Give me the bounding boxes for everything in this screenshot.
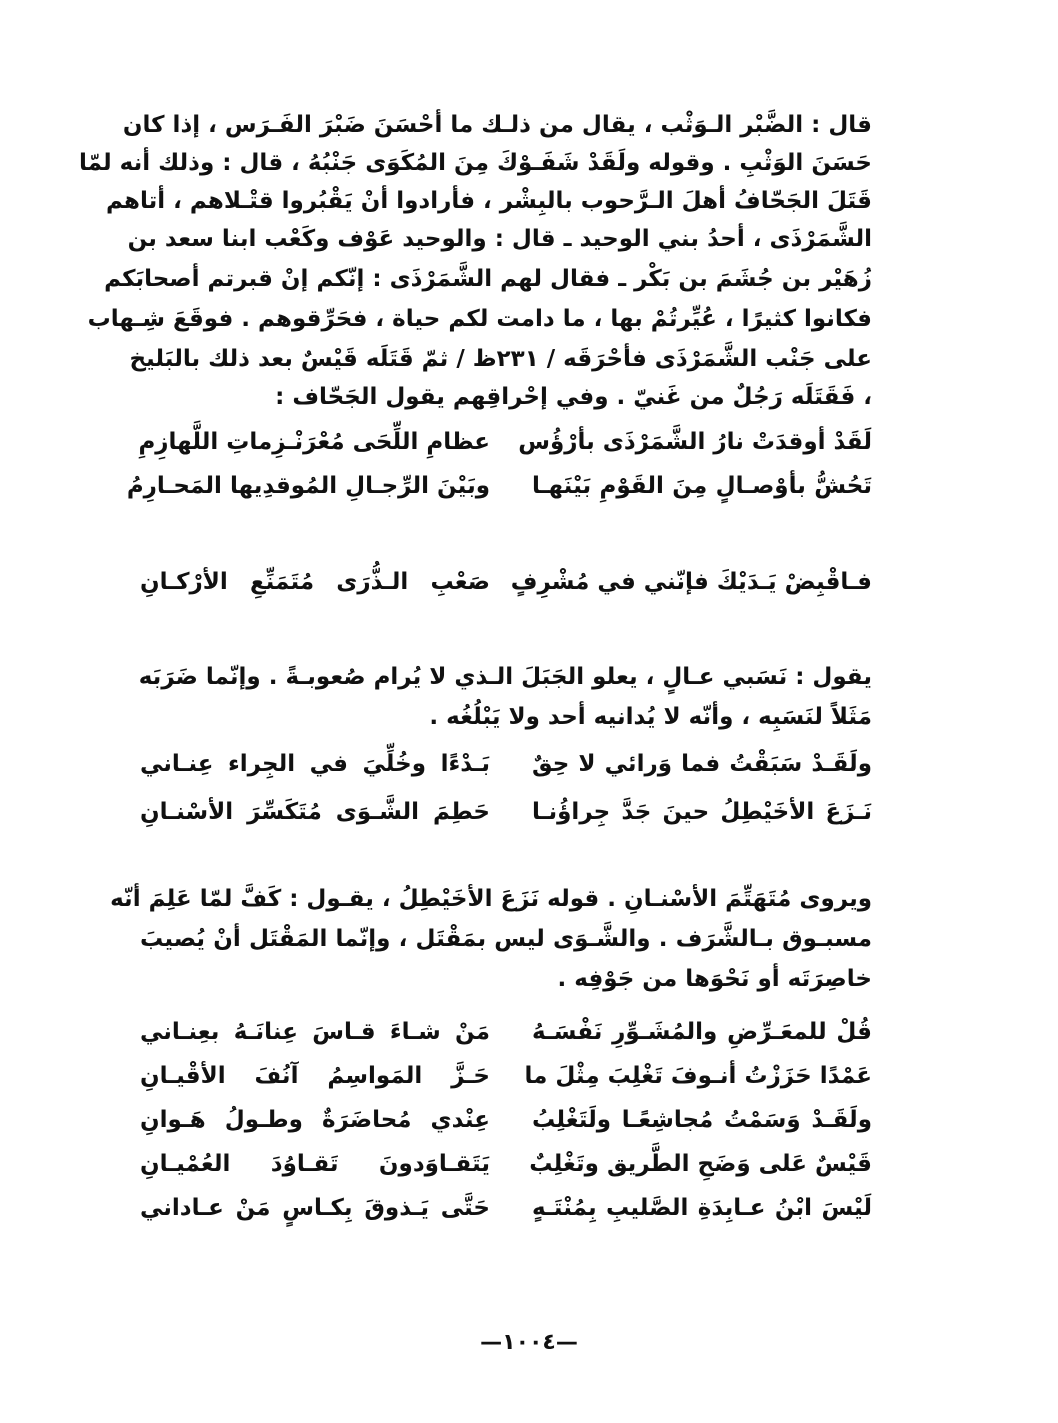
prose-line: على جَنْب الشَّمَرْذَى فأحْرَقَه / ٢٣١ظ / ثمّ قَتَلَه قَيْسٌ بعد ذلك بالبَليخ xyxy=(129,346,872,372)
second-hemistich: عظامِ اللِّحَى مُعْرَنْـزِماتِ اللَّهازِمِ xyxy=(138,429,490,455)
prose-line: زُهَيْر بن جُشَمَ بن بَكْر ـ فقال لهم الشَّمَرْذَى : إنّكم إنْ قبرتم أصحابَكم xyxy=(104,266,872,292)
first-hemistich: عَمْدًا حَزَزْتُ أنـوفَ تَغْلِبَ مِثْلَ ما xyxy=(524,1063,872,1089)
second-hemistich: بَـدْءًا وخُلِّيَ في الجِراء عِنـاني xyxy=(140,751,490,777)
second-hemistich: يَتَقـاوَدونَ تَقـاوُدَ العُمْيـانِ xyxy=(140,1151,490,1177)
first-hemistich: تَحُشُّ بأوْصـالٍ مِنَ القَوْمِ بَيْنَهـا xyxy=(532,473,872,499)
prose-line: فكانوا كثيرًا ، عُيِّرتُمْ بها ، ما دامت لكم حياة ، فحَرِّقوهم . فوقَعَ شِـهاب xyxy=(87,306,872,332)
first-hemistich: لَيْسَ ابْنُ عـابِدَةِ الصَّليبِ بِمُنْتَـهٍ xyxy=(532,1195,872,1221)
second-hemistich: حَتَّى يَـذوقَ بِكـاسٍ مَنْ عـاداني xyxy=(140,1195,490,1221)
verse-line xyxy=(140,744,872,784)
prose-line: ويروى مُتَهَتِّمَ الأسْنـانِ . قوله نَزَعَ الأخَيْطِلُ ، يقـول : كَفَّ لمّا عَلِمَ أنّه xyxy=(110,886,872,912)
verse-line xyxy=(140,422,872,462)
first-hemistich: فـاقْبِضْ يَـدَيْكَ فإنّني في مُشْرِفٍ xyxy=(510,569,872,595)
second-hemistich: وبَيْنَ الرِّجـالِ المُوقدِيها المَحـارِمُ xyxy=(126,473,490,499)
verse-line xyxy=(140,1188,872,1228)
first-hemistich: ولَقَـدْ وَسَمْتُ مُجاشِعًـا ولَتَغْلِبُ xyxy=(532,1107,872,1133)
prose-line: مَثَلاً لنَسَبِه ، وأنّه لا يُدانيه أحد ولا يَبْلُغُه . xyxy=(429,704,872,730)
first-hemistich: نَـزَعَ الأخَيْطِلُ حينَ جَدَّ جِراؤُنـا xyxy=(532,799,872,825)
verse-line xyxy=(140,1056,872,1096)
verse-line xyxy=(140,792,872,832)
prose-line: خاصِرَتَه أو نَحْوَها من جَوْفِه . xyxy=(557,966,872,992)
page-number: —١٠٠٤— xyxy=(480,1330,578,1355)
prose-line: مسبـوق بـالشَّرَف . والشَّـوَى ليس بمَقْتَل ، وإنّما المَقْتَل أنْ يُصيبَ xyxy=(140,926,872,952)
verse-line xyxy=(140,1012,872,1052)
verse-line xyxy=(126,466,872,506)
prose-line: قَتَلَ الجَحّافُ أهلَ الـرَّحوب بالبِشْر ، فأرادوا أنْ يَقْبُروا قتْـلاهم ، أتاهم xyxy=(105,188,872,214)
verse-line xyxy=(140,1144,872,1184)
prose-line: حَسَنَ الوَثْبِ . وقوله ولَقَدْ شَفَـوْكَ مِنَ المُكَوَى جَنْبُهُ ، قال : وذلك أنه لمّا xyxy=(78,150,872,176)
second-hemistich: حَـزَّ المَواسِمُ آنُفَ الأقْيـانِ xyxy=(140,1063,490,1089)
second-hemistich: عِنْدي مُحاضَرَةٌ وطـولُ هَـوانِ xyxy=(140,1107,490,1133)
verse-line xyxy=(140,1100,872,1140)
second-hemistich: مَنْ شـاءَ قـاسَ عِنانَـهُ بعِنـاني xyxy=(140,1019,490,1045)
first-hemistich: لَقَدْ أوقدَتْ نارُ الشَّمَرْذَى بأرْؤُس xyxy=(518,429,872,455)
prose-line: ، فَقَتَلَه رَجُلٌ من غَنيّ . وفي إحْراقِهم يقول الجَحّاف : xyxy=(275,384,872,410)
prose-line: قال : الضَّبْر الـوَثْب ، يقال من ذلـك ما أحْسَنَ ضَبْرَ الفَـرَس ، إذا كان xyxy=(122,112,872,138)
prose-line: الشَّمَرْذَى ، أحدُ بني الوحيد ـ قال : والوحيد عَوْف وكَعْب ابنا سعد بن xyxy=(127,226,872,252)
prose-line: يقول : نَسَبي عـالٍ ، يعلو الجَبَلَ الـذي لا يُرام صُعوبـةً . وإنّما ضَرَبَه xyxy=(138,664,872,690)
first-hemistich: قُلْ للمعَـرِّضِ والمُشَـوِّرِ نَفْسَـهُ xyxy=(532,1019,872,1045)
second-hemistich: صَعْبِ الـذُّرَى مُتَمَنِّعِ الأرْكـانِ xyxy=(140,569,490,595)
verse-line xyxy=(140,562,872,602)
first-hemistich: قَيْسٌ عَلى وَضَحِ الطَّريق وتَغْلِبٌ xyxy=(529,1151,872,1177)
first-hemistich: ولَقَـدْ سَبَقْتُ فما وَرائي لا حِقٌ xyxy=(532,751,872,777)
second-hemistich: حَطِمَ الشَّـوَى مُتَكَسِّرَ الأسْنـانِ xyxy=(140,799,490,825)
